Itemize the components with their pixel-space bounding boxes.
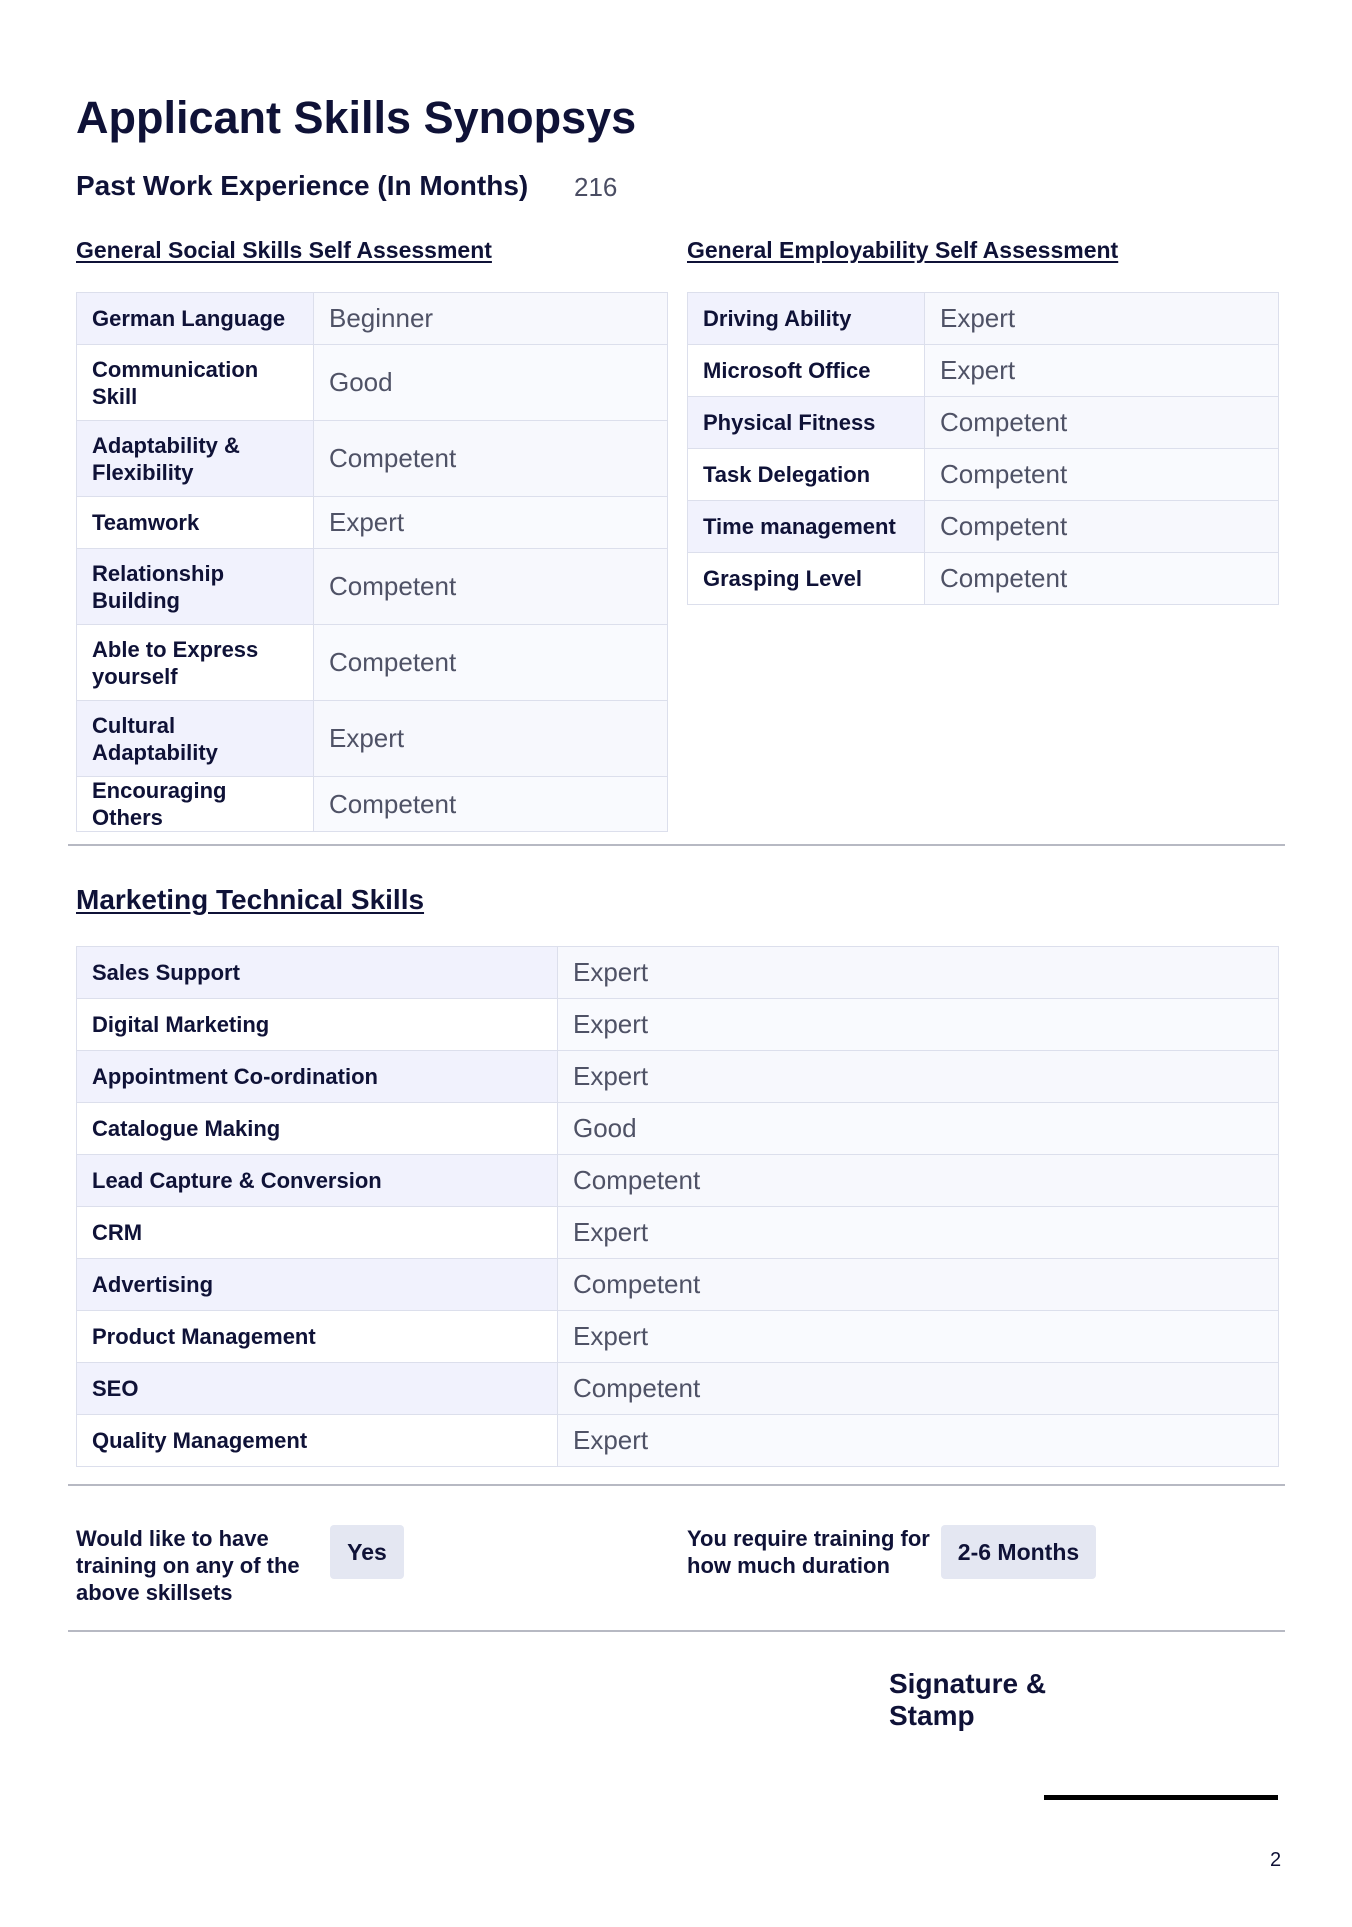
- skill-level: Beginner: [314, 293, 668, 345]
- technical-skills-heading: Marketing Technical Skills: [76, 884, 425, 915]
- social-skills-table: [76, 292, 668, 832]
- experience-value: 216: [574, 172, 618, 202]
- table-row: [77, 1311, 1279, 1363]
- skill-name: Adaptability & Flexibility: [77, 421, 314, 497]
- skill-level: Competent: [558, 1363, 1279, 1415]
- table-row: [77, 293, 668, 345]
- social-skills-heading: General Social Skills Self Assessment: [76, 237, 492, 263]
- skill-level: Expert: [558, 1415, 1279, 1467]
- skill-name: Encouraging Others: [77, 777, 314, 832]
- skill-level: Expert: [558, 1051, 1279, 1103]
- skill-name: Quality Management: [77, 1415, 558, 1467]
- table-row: [688, 553, 1279, 605]
- skill-name: Cultural Adaptability: [77, 701, 314, 777]
- table-row: [77, 777, 668, 832]
- training-interest-label: Would like to have training on any of the above skillsets: [76, 1526, 300, 1605]
- skill-level: Expert: [314, 701, 668, 777]
- skill-name: Appointment Co-ordination: [77, 1051, 558, 1103]
- skill-name: Lead Capture & Conversion: [77, 1155, 558, 1207]
- skill-name: Driving Ability: [688, 293, 925, 345]
- skill-level: Expert: [558, 1311, 1279, 1363]
- table-row: [688, 293, 1279, 345]
- table-row: [77, 497, 668, 549]
- skill-level: Expert: [925, 293, 1279, 345]
- table-row: [77, 701, 668, 777]
- skill-level: Competent: [925, 553, 1279, 605]
- skill-level: Competent: [314, 549, 668, 625]
- table-row: [77, 999, 1279, 1051]
- skill-name: Microsoft Office: [688, 345, 925, 397]
- training-duration-value: 2-6 Months: [941, 1525, 1096, 1579]
- table-row: [77, 1155, 1279, 1207]
- skill-level: Competent: [314, 777, 668, 832]
- skill-name: Physical Fitness: [688, 397, 925, 449]
- skill-name: Relationship Building: [77, 549, 314, 625]
- table-row: [77, 947, 1279, 999]
- divider: [68, 1484, 1285, 1486]
- skill-level: Expert: [558, 1207, 1279, 1259]
- skill-name: Communication Skill: [77, 345, 314, 421]
- skill-level: Competent: [314, 421, 668, 497]
- skill-level: Good: [558, 1103, 1279, 1155]
- training-interest-value: Yes: [330, 1525, 404, 1579]
- skill-level: Expert: [314, 497, 668, 549]
- signature-line: [1044, 1795, 1278, 1800]
- skill-name: SEO: [77, 1363, 558, 1415]
- skill-name: Time management: [688, 501, 925, 553]
- skill-level: Competent: [925, 397, 1279, 449]
- table-row: [77, 1207, 1279, 1259]
- skill-level: Expert: [558, 947, 1279, 999]
- skill-level: Competent: [558, 1155, 1279, 1207]
- technical-skills-table: [76, 946, 1279, 1467]
- table-row: [77, 625, 668, 701]
- skill-name: Grasping Level: [688, 553, 925, 605]
- table-row: [688, 397, 1279, 449]
- skill-name: Able to Express yourself: [77, 625, 314, 701]
- page-title: Applicant Skills Synopsys: [76, 92, 637, 143]
- table-row: [688, 449, 1279, 501]
- employability-heading: General Employability Self Assessment: [687, 237, 1119, 263]
- skill-level: Competent: [925, 501, 1279, 553]
- skill-level: Competent: [925, 449, 1279, 501]
- skill-name: German Language: [77, 293, 314, 345]
- skill-name: Catalogue Making: [77, 1103, 558, 1155]
- skill-level: Expert: [925, 345, 1279, 397]
- table-row: [77, 549, 668, 625]
- table-row: [688, 501, 1279, 553]
- table-row: [77, 1103, 1279, 1155]
- training-duration-label: You require training for how much duration: [687, 1526, 930, 1578]
- skill-level: Expert: [558, 999, 1279, 1051]
- signature-label: Signature & Stamp: [889, 1668, 1047, 1731]
- skill-name: Advertising: [77, 1259, 558, 1311]
- page-number: 2: [1270, 1849, 1282, 1871]
- skill-name: Digital Marketing: [77, 999, 558, 1051]
- table-row: [77, 1363, 1279, 1415]
- skill-name: Task Delegation: [688, 449, 925, 501]
- divider: [68, 844, 1285, 846]
- table-row: [77, 1259, 1279, 1311]
- table-row: [77, 1051, 1279, 1103]
- skill-name: Product Management: [77, 1311, 558, 1363]
- employability-skills-table: [687, 292, 1279, 605]
- divider: [68, 1630, 1285, 1632]
- table-row: [77, 1415, 1279, 1467]
- table-row: [688, 345, 1279, 397]
- table-row: [77, 345, 668, 421]
- experience-label: Past Work Experience (In Months): [76, 170, 529, 201]
- skill-level: Good: [314, 345, 668, 421]
- skill-name: Teamwork: [77, 497, 314, 549]
- skill-level: Competent: [314, 625, 668, 701]
- skill-name: Sales Support: [77, 947, 558, 999]
- skill-name: CRM: [77, 1207, 558, 1259]
- skill-level: Competent: [558, 1259, 1279, 1311]
- table-row: [77, 421, 668, 497]
